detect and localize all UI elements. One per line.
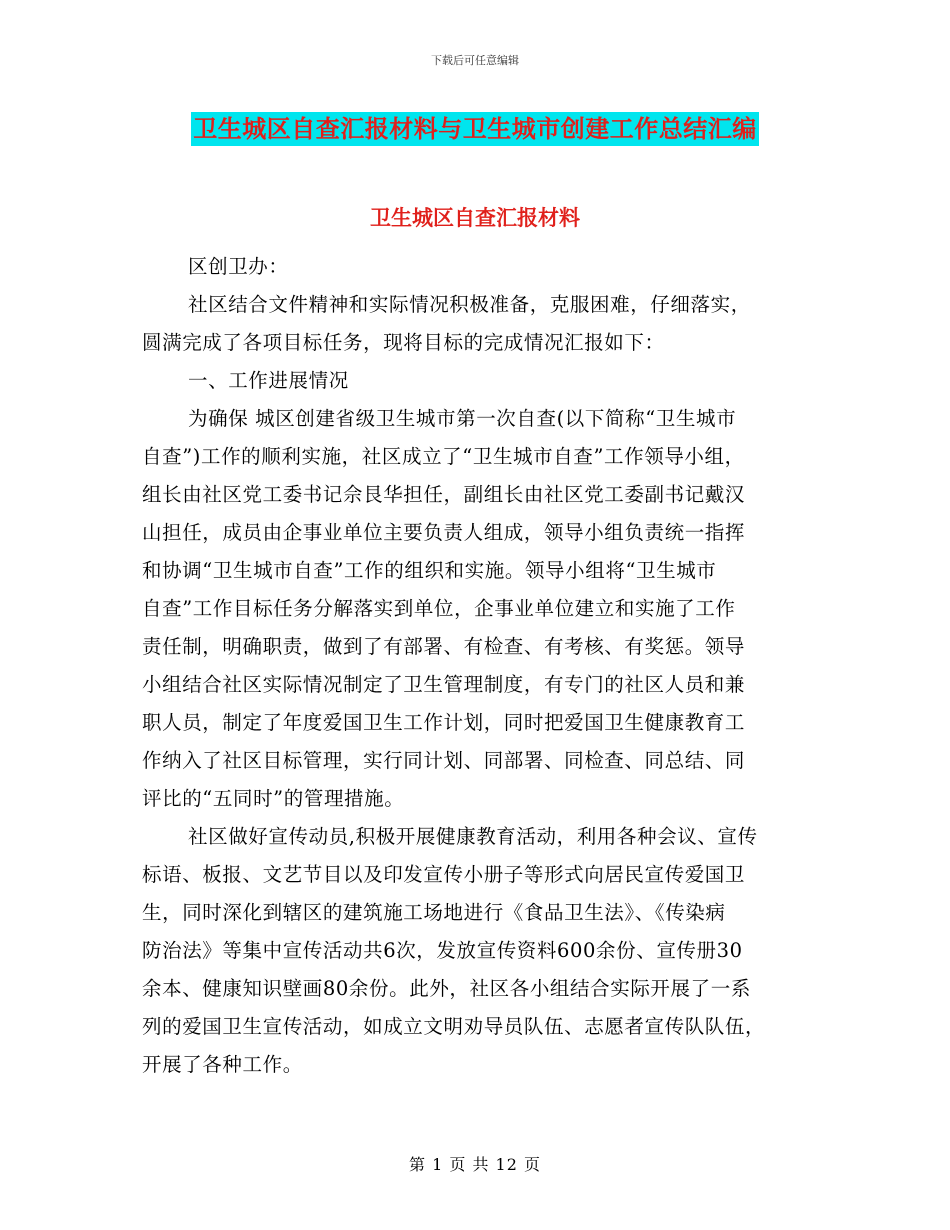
paragraph-line: 圆满完成了各项目标任务，现将目标的完成情况汇报如下： (142, 331, 665, 354)
document-body (142, 248, 822, 1084)
paragraph-line: 生，同时深化到辖区的建筑施工场地进行《食品卫生法》、《传染病 (142, 901, 726, 924)
paragraph-line: 标语、板报、文艺节目以及印发宣传小册子等形式向居民宣传爱国卫 (142, 863, 746, 886)
paragraph-line: 小组结合社区实际情况制定了卫生管理制度，有专门的社区人员和兼 (142, 673, 746, 696)
page-number: 第 1 页 共 12 页 (409, 1155, 541, 1174)
paragraph-line: 评比的“五同时”的管理措施。 (142, 787, 405, 810)
paragraph-line: 职人员，制定了年度爱国卫生工作计划，同时把爱国卫生健康教育工 (142, 711, 746, 734)
paragraph-line: 开展了各种工作。 (142, 1053, 303, 1076)
document-title-container (0, 112, 950, 146)
paragraph-line: 列的爱国卫生宣传活动，如成立文明劝导员队伍、志愿者宣传队队伍， (142, 1015, 766, 1038)
paragraph-line: 余本、健康知识壁画80余份。此外，社区各小组结合实际开展了一系 (142, 977, 751, 1000)
paragraph-line: 山担任，成员由企事业单位主要负责人组成，领导小组负责统一指挥 (142, 521, 746, 544)
paragraph-line: 防治法》等集中宣传活动共6次，发放宣传资料600余份、宣传册30 (142, 939, 743, 962)
download-note: 下载后可任意编辑 (431, 54, 519, 67)
paragraph-line: 和协调“卫生城市自查”工作的组织和实施。领导小组将“卫生城市 (142, 559, 717, 582)
paragraph-line: 作纳入了社区目标管理，实行同计划、同部署、同检查、同总结、同 (142, 749, 746, 772)
paragraph-line: 责任制，明确职责，做到了有部署、有检查、有考核、有奖惩。领导 (142, 635, 746, 658)
paragraph-line: 组长由社区党工委书记佘艮华担任，副组长由社区党工委副书记戴汉 (142, 483, 746, 506)
section-title: 卫生城区自查汇报材料 (370, 206, 580, 230)
salutation-line: 区创卫办： (188, 255, 289, 278)
paragraph-line: 为确保 城区创建省级卫生城市第一次自查(以下简称“卫生城市 (188, 407, 737, 430)
section-heading: 一、工作进展情况 (188, 369, 349, 392)
paragraph-line: 社区结合文件精神和实际情况积极准备，克服困难，仔细落实， (188, 293, 751, 316)
paragraph-line: 社区做好宣传动员,积极开展健康教育活动，利用各种会议、宣传 (188, 825, 758, 848)
document-title: 卫生城区自查汇报材料与卫生城市创建工作总结汇编 (191, 112, 759, 146)
paragraph-line: 自查”工作目标任务分解落实到单位，企事业单位建立和实施了工作 (142, 597, 736, 620)
paragraph-line: 自查”)工作的顺利实施，社区成立了“卫生城市自查”工作领导小组， (142, 445, 745, 468)
